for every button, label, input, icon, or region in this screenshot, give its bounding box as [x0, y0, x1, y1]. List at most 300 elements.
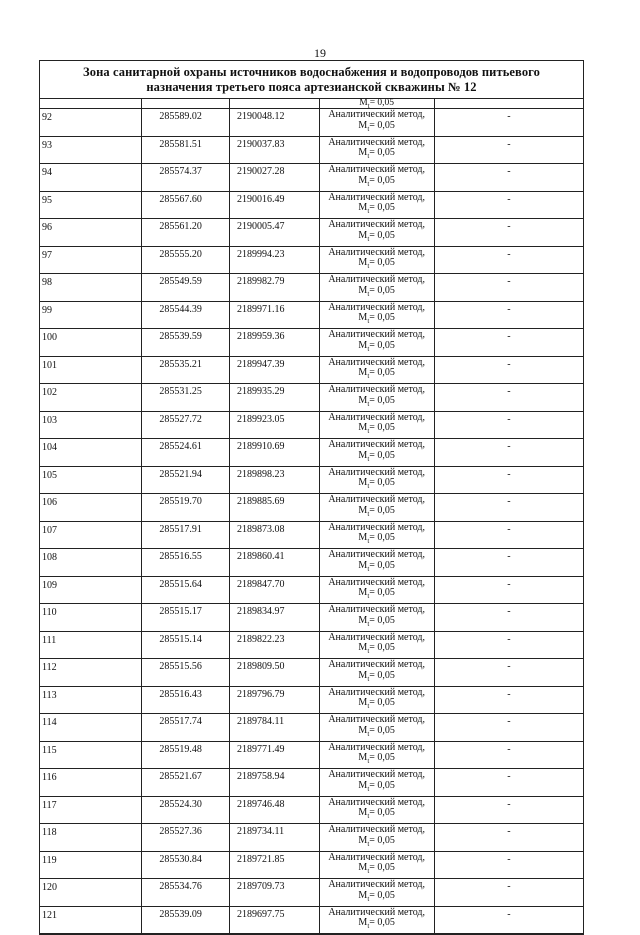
method-text: Аналитический метод, [328, 439, 426, 450]
precision-line [320, 726, 434, 737]
method-text: Аналитический метод, [328, 136, 426, 148]
precision-value: = 0,05 [369, 257, 395, 268]
precision-value: = 0,05 [369, 449, 395, 461]
coordinate-y: 2189935.29 [229, 384, 319, 412]
precision-subscript: t [367, 344, 370, 353]
precision-label: M [358, 202, 368, 213]
error-cell: - [434, 521, 583, 549]
point-number: 95 [40, 191, 142, 219]
method-cell [319, 274, 434, 302]
precision-value: = 0,05 [369, 862, 395, 873]
method-cell [319, 796, 434, 824]
coordinate-y: 2189923.05 [229, 411, 319, 439]
precision-subscript: t [367, 179, 370, 188]
point-number: 113 [40, 686, 142, 714]
point-number: 107 [40, 521, 142, 549]
coordinate-x: 285531.25 [142, 384, 230, 412]
precision-label: M [358, 917, 368, 928]
precision-subscript: t [367, 207, 370, 215]
method-cell [319, 494, 434, 522]
table-row [40, 274, 583, 302]
precision-label: M [358, 147, 368, 158]
method-cell [319, 851, 434, 879]
precision-label: M [358, 669, 368, 681]
point-number: 106 [40, 494, 142, 522]
method-text: Аналитический метод, [328, 714, 426, 725]
table-row [40, 824, 583, 852]
coordinate-y: 2189994.23 [229, 246, 319, 274]
point-number: 101 [40, 356, 142, 384]
precision-subscript: t [367, 262, 370, 270]
method-text: Аналитический метод, [328, 576, 426, 588]
precision-label: M [358, 449, 368, 461]
point-number: 115 [40, 741, 142, 769]
precision-value: = 0,05 [369, 697, 395, 708]
precision-label: M [358, 862, 368, 873]
point-number: 116 [40, 769, 142, 797]
coordinate-y: 2189959.36 [229, 329, 319, 357]
precision-line [320, 148, 434, 159]
precision-value: = 0,05 [369, 559, 395, 571]
precision-subscript: t [367, 234, 370, 243]
error-cell: - [434, 851, 583, 879]
method-cell [319, 741, 434, 769]
precision-subscript: t [367, 922, 370, 930]
table-row [40, 714, 583, 742]
continuation-error-cell [434, 99, 583, 109]
precision-line [320, 918, 434, 929]
point-number: 102 [40, 384, 142, 412]
table-row [40, 631, 583, 659]
coordinate-x: 285521.94 [142, 466, 230, 494]
table-row [40, 576, 583, 604]
precision-value: = 0,05 [369, 202, 395, 213]
method-text: Аналитический метод, [328, 191, 426, 203]
precision-value: = 0,05 [369, 807, 395, 818]
method-text: Аналитический метод, [328, 686, 426, 698]
table-row [40, 796, 583, 824]
coordinate-x: 285589.02 [142, 109, 230, 137]
table-row [40, 439, 583, 467]
method-text: Аналитический метод, [328, 906, 426, 918]
coordinate-y: 2189982.79 [229, 274, 319, 302]
error-cell: - [434, 439, 583, 467]
method-text: Аналитический метод, [328, 851, 426, 863]
precision-subscript: t [367, 537, 370, 545]
coordinate-x: 285539.09 [142, 906, 230, 934]
coordinate-y: 2189898.23 [229, 466, 319, 494]
precision-label: M [358, 614, 368, 626]
method-cell [319, 686, 434, 714]
method-text: Аналитический метод, [328, 796, 426, 808]
error-cell: - [434, 769, 583, 797]
method-text: Аналитический метод, [328, 879, 426, 890]
table-row [40, 769, 583, 797]
coordinate-y: 2189709.73 [229, 879, 319, 907]
coordinate-x: 285517.74 [142, 714, 230, 742]
coordinate-y: 2189947.39 [229, 356, 319, 384]
coordinate-y: 2189860.41 [229, 549, 319, 577]
coordinate-x: 285567.60 [142, 191, 230, 219]
method-cell [319, 191, 434, 219]
precision-subscript: t [367, 289, 370, 298]
precision-line [320, 863, 434, 874]
coordinate-y: 2190048.12 [229, 109, 319, 137]
error-cell: - [434, 164, 583, 192]
precision-subscript: t [367, 839, 370, 848]
coordinate-y: 2189697.75 [229, 906, 319, 934]
table-row [40, 384, 583, 412]
precision-subscript: t [367, 124, 370, 133]
precision-label: M [358, 174, 368, 186]
precision-value: = 0,05 [369, 587, 395, 598]
precision-label: M [358, 257, 368, 268]
point-number: 110 [40, 604, 142, 632]
precision-line [320, 753, 434, 764]
precision-label: M [358, 229, 368, 241]
error-cell: - [434, 686, 583, 714]
error-cell: - [434, 191, 583, 219]
coordinate-y: 2189822.23 [229, 631, 319, 659]
method-cell [319, 714, 434, 742]
continuation-y-cell [229, 99, 319, 109]
precision-label: M [358, 312, 368, 323]
method-text: Аналитический метод, [328, 604, 426, 615]
coordinate-y: 2189758.94 [229, 769, 319, 797]
method-text: Аналитический метод, [328, 741, 426, 753]
precision-label: M [358, 587, 368, 598]
precision-value: = 0,05 [369, 779, 395, 791]
method-text: Аналитический метод, [328, 549, 426, 560]
precision-value: = 0,05 [369, 834, 395, 846]
precision-subscript: t [367, 399, 370, 408]
method-cell [319, 769, 434, 797]
coordinate-y: 2190016.49 [229, 191, 319, 219]
precision-line [320, 368, 434, 379]
precision-subscript: t [367, 647, 370, 655]
precision-subscript: t [367, 674, 370, 683]
precision-label: M [358, 834, 368, 846]
precision-label: M [358, 532, 368, 543]
precision-line [320, 781, 434, 792]
point-number: 112 [40, 659, 142, 687]
precision-line [320, 396, 434, 407]
method-text: Аналитический метод, [328, 384, 426, 395]
method-text: Аналитический метод, [328, 164, 426, 175]
method-cell [319, 329, 434, 357]
coordinate-y: 2189971.16 [229, 301, 319, 329]
precision-line [320, 176, 434, 187]
table-row [40, 109, 583, 137]
continuation-row [40, 99, 583, 109]
point-number: 118 [40, 824, 142, 852]
coordinate-y: 2190005.47 [229, 219, 319, 247]
precision-subscript: t [367, 454, 370, 463]
coordinate-x: 285534.76 [142, 879, 230, 907]
method-text: Аналитический метод, [328, 246, 426, 258]
table-row [40, 219, 583, 247]
coordinate-y: 2189721.85 [229, 851, 319, 879]
precision-label: M [358, 642, 368, 653]
method-text: Аналитический метод, [328, 329, 426, 340]
table-row [40, 301, 583, 329]
precision-value: = 0,05 [369, 532, 395, 543]
precision-label: M [358, 779, 368, 791]
precision-subscript: t [367, 101, 370, 110]
coordinate-x: 285555.20 [142, 246, 230, 274]
method-cell [319, 384, 434, 412]
precision-line [320, 313, 434, 324]
precision-subscript: t [367, 867, 370, 875]
coordinate-x: 285581.51 [142, 136, 230, 164]
method-text: Аналитический метод, [328, 219, 426, 230]
coordinate-x: 285549.59 [142, 274, 230, 302]
precision-subscript: t [367, 372, 370, 380]
precision-line [320, 891, 434, 902]
point-number: 103 [40, 411, 142, 439]
precision-label: M [358, 394, 368, 406]
method-cell [319, 906, 434, 934]
error-cell: - [434, 109, 583, 137]
coordinate-x: 285539.59 [142, 329, 230, 357]
table-row [40, 191, 583, 219]
precision-value: = 0,05 [369, 917, 395, 928]
coordinates-table-body [40, 99, 583, 934]
table-row [40, 521, 583, 549]
precision-value: = 0,05 [369, 119, 395, 131]
method-cell [319, 136, 434, 164]
method-cell [319, 466, 434, 494]
precision-line [320, 698, 434, 709]
coordinate-y: 2189784.11 [229, 714, 319, 742]
coordinate-x: 285561.20 [142, 219, 230, 247]
precision-value: = 0,05 [369, 752, 395, 763]
coordinate-x: 285515.64 [142, 576, 230, 604]
precision-label: M [358, 119, 368, 131]
precision-value: = 0,05 [369, 147, 395, 158]
method-cell [319, 521, 434, 549]
precision-label: M [358, 807, 368, 818]
coordinate-x: 285527.72 [142, 411, 230, 439]
coordinate-x: 285515.56 [142, 659, 230, 687]
precision-value: = 0,05 [369, 889, 395, 901]
table-row [40, 686, 583, 714]
coordinate-x: 285530.84 [142, 851, 230, 879]
table-row [40, 356, 583, 384]
precision-value: = 0,05 [369, 367, 395, 378]
method-cell [319, 604, 434, 632]
table-row [40, 741, 583, 769]
precision-value: = 0,05 [369, 724, 395, 736]
table-row [40, 879, 583, 907]
precision-subscript: t [367, 729, 370, 738]
error-cell: - [434, 796, 583, 824]
method-cell [319, 879, 434, 907]
point-number: 100 [40, 329, 142, 357]
method-cell [319, 576, 434, 604]
precision-subscript: t [367, 812, 370, 820]
method-text: Аналитический метод, [328, 769, 426, 780]
precision-label: M [358, 559, 368, 571]
method-text: Аналитический метод, [328, 631, 426, 643]
table-title [40, 61, 583, 99]
precision-value: = 0,05 [369, 669, 395, 681]
method-cell [319, 109, 434, 137]
table-row [40, 164, 583, 192]
precision-subscript: t [367, 482, 370, 490]
precision-label: M [358, 477, 368, 488]
method-cell [319, 824, 434, 852]
table-row [40, 136, 583, 164]
point-number: 119 [40, 851, 142, 879]
method-text: Аналитический метод, [328, 521, 426, 533]
error-cell: - [434, 549, 583, 577]
error-cell: - [434, 604, 583, 632]
precision-label: M [358, 724, 368, 736]
method-cell [319, 301, 434, 329]
coordinate-x: 285519.48 [142, 741, 230, 769]
precision-value: = 0,05 [369, 98, 395, 108]
precision-label: M [358, 697, 368, 708]
precision-line [320, 533, 434, 544]
coordinate-y: 2189910.69 [229, 439, 319, 467]
error-cell: - [434, 906, 583, 934]
coordinate-x: 285524.30 [142, 796, 230, 824]
precision-value: = 0,05 [369, 614, 395, 626]
point-number: 94 [40, 164, 142, 192]
coordinate-x: 285527.36 [142, 824, 230, 852]
point-number: 96 [40, 219, 142, 247]
precision-subscript: t [367, 152, 370, 160]
point-number: 121 [40, 906, 142, 934]
table-title-line-1: Зона санитарной охраны источников водоснабжения и водопроводов питьевого [83, 65, 540, 79]
method-cell [319, 411, 434, 439]
coordinate-y: 2189796.79 [229, 686, 319, 714]
point-number: 93 [40, 136, 142, 164]
error-cell: - [434, 329, 583, 357]
error-cell: - [434, 879, 583, 907]
precision-value: = 0,05 [369, 504, 395, 516]
method-text: Аналитический метод, [328, 466, 426, 478]
method-cell [319, 219, 434, 247]
error-cell: - [434, 411, 583, 439]
method-cell [319, 439, 434, 467]
coordinate-y: 2189746.48 [229, 796, 319, 824]
coordinate-y: 2189734.11 [229, 824, 319, 852]
precision-value: = 0,05 [369, 284, 395, 296]
method-cell [319, 659, 434, 687]
coordinate-y: 2189847.70 [229, 576, 319, 604]
table-row [40, 329, 583, 357]
coordinate-y: 2189885.69 [229, 494, 319, 522]
error-cell: - [434, 136, 583, 164]
error-cell: - [434, 219, 583, 247]
table-row [40, 549, 583, 577]
point-number: 92 [40, 109, 142, 137]
point-number: 99 [40, 301, 142, 329]
coordinate-x: 285535.21 [142, 356, 230, 384]
precision-subscript: t [367, 427, 370, 435]
coordinate-x: 285517.91 [142, 521, 230, 549]
precision-value: = 0,05 [369, 477, 395, 488]
precision-line [320, 478, 434, 489]
point-number: 114 [40, 714, 142, 742]
precision-subscript: t [367, 757, 370, 765]
coordinate-x: 285544.39 [142, 301, 230, 329]
continuation-method-cell [319, 99, 434, 109]
method-cell [319, 356, 434, 384]
precision-line [320, 836, 434, 847]
error-cell: - [434, 384, 583, 412]
coordinate-y: 2189873.08 [229, 521, 319, 549]
precision-value: = 0,05 [369, 339, 395, 351]
point-number: 109 [40, 576, 142, 604]
precision-label: M [358, 889, 368, 901]
precision-subscript: t [367, 564, 370, 573]
method-text: Аналитический метод, [328, 659, 426, 670]
method-text: Аналитический метод, [328, 109, 426, 120]
error-cell: - [434, 576, 583, 604]
point-number: 111 [40, 631, 142, 659]
precision-label: M [358, 367, 368, 378]
table-row [40, 466, 583, 494]
method-text: Аналитический метод, [328, 494, 426, 505]
error-cell: - [434, 714, 583, 742]
precision-label: M [358, 339, 368, 351]
precision-value: = 0,05 [369, 229, 395, 241]
coordinates-table [40, 99, 583, 934]
point-number: 108 [40, 549, 142, 577]
point-number: 105 [40, 466, 142, 494]
continuation-x-cell [142, 99, 230, 109]
precision-line [320, 451, 434, 462]
error-cell: - [434, 274, 583, 302]
precision-value: = 0,05 [369, 642, 395, 653]
method-text: Аналитический метод, [328, 356, 426, 368]
coordinate-x: 285519.70 [142, 494, 230, 522]
precision-line [320, 588, 434, 599]
coordinate-x: 285574.37 [142, 164, 230, 192]
error-cell: - [434, 824, 583, 852]
error-cell: - [434, 356, 583, 384]
coordinate-x: 285515.14 [142, 631, 230, 659]
precision-subscript: t [367, 317, 370, 325]
coordinates-sheet [39, 60, 584, 935]
method-text: Аналитический метод, [328, 274, 426, 285]
precision-value: = 0,05 [369, 394, 395, 406]
method-cell [319, 549, 434, 577]
table-row [40, 246, 583, 274]
precision-subscript: t [367, 702, 370, 710]
table-row [40, 851, 583, 879]
point-number: 98 [40, 274, 142, 302]
table-title-line-2: назначения третьего пояса артезианской скважины № 12 [146, 80, 477, 94]
error-cell: - [434, 301, 583, 329]
precision-label: M [358, 284, 368, 296]
point-number: 97 [40, 246, 142, 274]
precision-subscript: t [367, 784, 370, 793]
coordinate-x: 285524.61 [142, 439, 230, 467]
precision-label: M [359, 98, 368, 108]
precision-line [320, 203, 434, 214]
precision-line [320, 808, 434, 819]
precision-label: M [358, 752, 368, 763]
method-text: Аналитический метод, [328, 301, 426, 313]
precision-subscript: t [367, 509, 370, 518]
continuation-number-cell [40, 99, 142, 109]
precision-line [320, 258, 434, 269]
error-cell: - [434, 741, 583, 769]
